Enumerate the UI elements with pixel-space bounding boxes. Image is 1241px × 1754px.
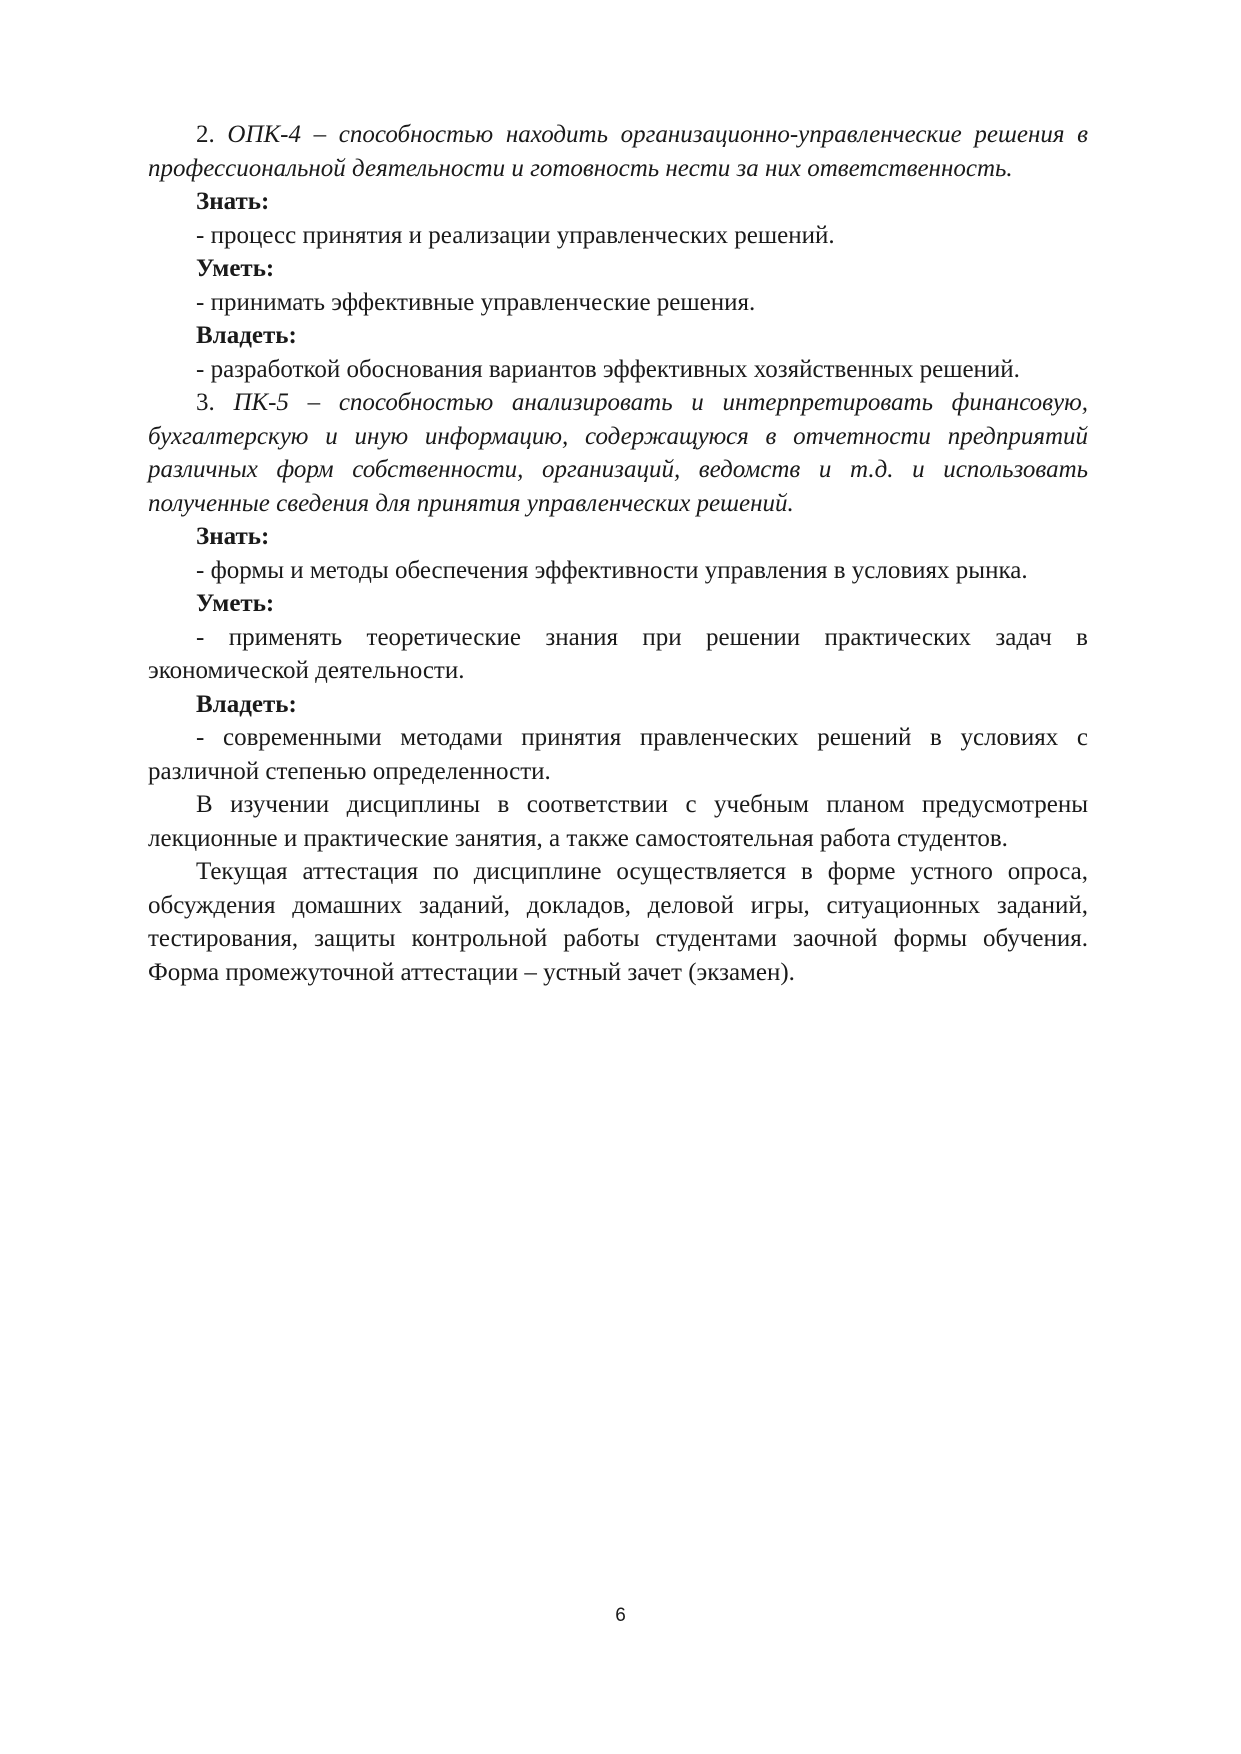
pk5-own-item: - современными методами принятия правленческих решений в условиях с различной степенью определенности. [148,724,1088,785]
pk5-can-heading: Уметь: [196,590,275,617]
pk5-can-item: - применять теоретические знания при решении практических задач в экономической деятельности. [148,623,1088,684]
competency-opk4-number: 2. [196,121,215,148]
opk4-own-heading: Владеть: [196,322,297,349]
study-plan-paragraph: В изучении дисциплины в соответствии с учебным планом предусмотрены лекционные и практические занятия, а также самостоятельная работа студентов. [148,791,1088,852]
competency-opk4-text: ОПК-4 – способностью находить организационно-управленческие решения в профессиональной деятельности и готовность нести за них ответственность. [148,121,1088,182]
competency-pk5-text: ПК-5 – способностью анализировать и интерпретировать финансовую, бухгалтерскую и иную информацию, содержащуюся в отчетности предприятий различных форм собственности, организаций, ведомств и т.д. и использовать полученные сведения для принятия управленческих решений. [148,389,1089,517]
competency-pk5-number: 3. [196,389,215,416]
pk5-know-item: - формы и методы обеспечения эффективности управления в условиях рынка. [196,556,1028,584]
opk4-know-heading: Знать: [196,188,270,215]
pk5-know-heading: Знать: [196,523,270,550]
pk5-own-heading: Владеть: [196,690,297,718]
opk4-own-item: - разработкой обоснования вариантов эффективных хозяйственных решений. [196,355,1020,383]
opk4-can-heading: Уметь: [196,255,275,282]
competency-pk5-paragraph [148,386,1088,520]
page-number: 6 [615,1605,626,1626]
attestation-paragraph: Текущая аттестация по дисциплине осуществляется в форме устного опроса, обсуждения домашних заданий, докладов, деловой игры, ситуационных заданий, тестирования, защиты контрольной работы студентами заочной формы обучения. Форма промежуточной аттестации – устный зачет (экзамен). [148,858,1088,986]
document-body [148,118,1088,989]
opk4-can-item: - принимать эффективные управленческие решения. [196,288,756,316]
opk4-know-item: - процесс принятия и реализации управленческих решений. [196,221,835,249]
competency-opk4-paragraph [148,118,1088,185]
